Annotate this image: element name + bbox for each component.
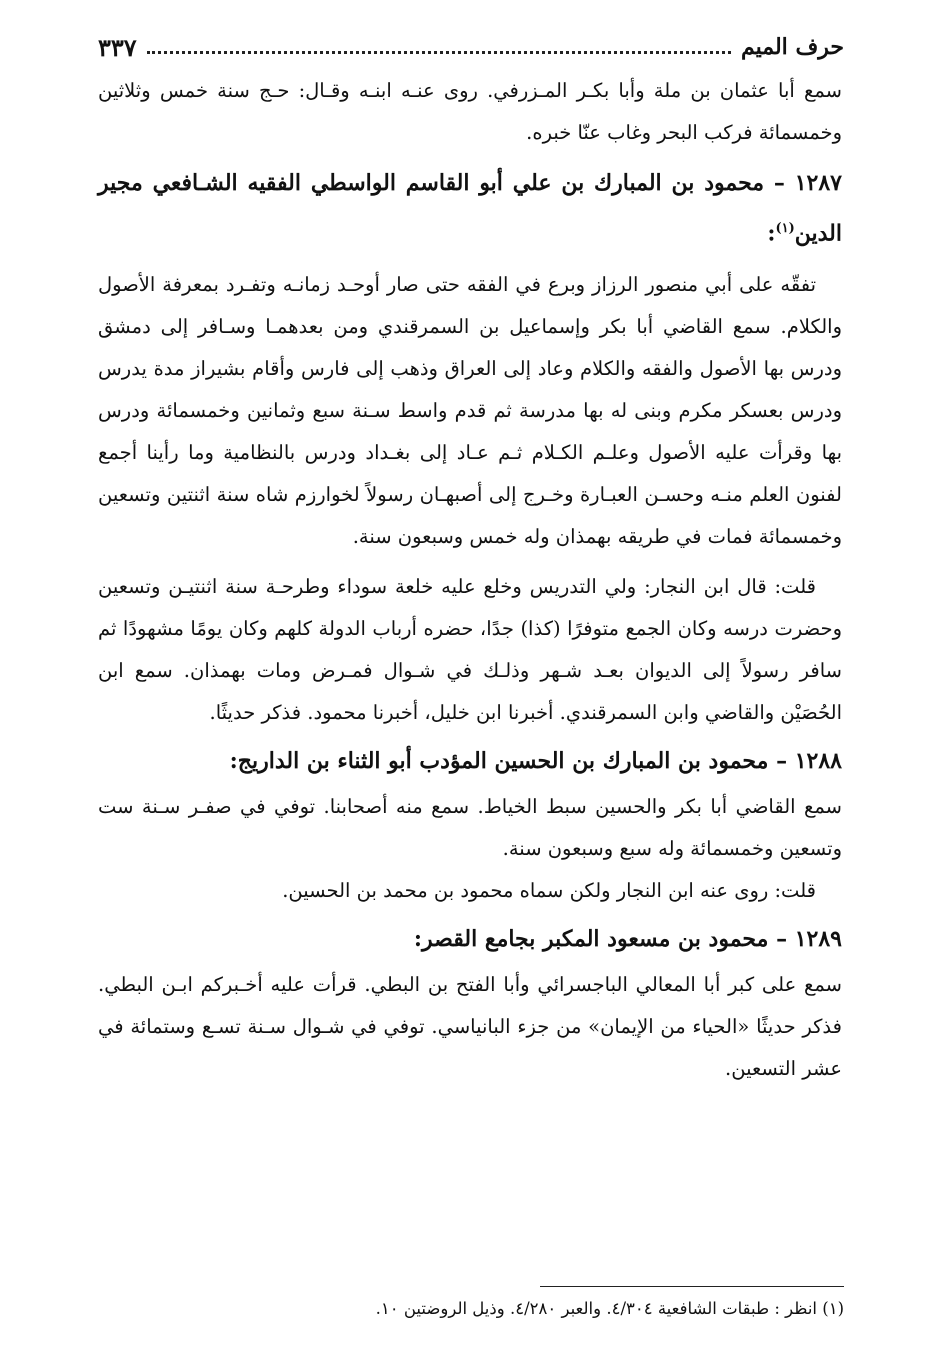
leader-dots <box>147 51 731 54</box>
spacer <box>98 256 842 264</box>
entry-colon: : <box>767 220 776 247</box>
entry-heading-1288: ١٢٨٨ – محمود بن المبارك بن الحسين المؤدب أبو الثناء بن الداريج: <box>229 748 842 775</box>
running-header <box>98 30 844 64</box>
paragraph-1287-bio: تفقّه على أبي منصور الرزاز وبرع في الفقه حتى صار أوحـد زمانـه وتفـرد بمعرفة الأصول والكلام. سمع القاضي أبا بكر وإسماعيل بن السمرقندي ومن بعدهمـا وسـافر إلى دمشق ودرس بها الأصول والفقه والكلام وعاد إلى العراق وذهب إلى فارس وأقام بشيراز مدة يدرس ودرس بعسكر مكرم وبنى له بها مدرسة ثم قدم واسط سـنة سبع وثمانين وخمسمائة ودرس بها وقرأت عليه الأصول وعلـم الكـلام ثـم عـاد إلى بغـداد ودرس بالنظامية وما رأينا أجمع لفنون العلم منـه وحسـن العبـارة وخـرج إلى أصبهـان رسولاً لخوارزم شاه سنة اثنتين وتسعين وخمسمائة فمات في طريقه بهمذان وله خمس وسبعون سنة. <box>98 273 842 549</box>
footnote-marker[interactable]: (١) <box>775 221 795 236</box>
entry-heading-1287 <box>98 160 842 256</box>
footnote: (١) انظر : طبقات الشافعية ٤/٣٠٤. والعبر ٤/٢٨٠. وذيل الروضتين ١٠. <box>375 1299 844 1318</box>
entry-heading-1289: ١٢٨٩ – محمود بن مسعود المكبر بجامع القصر: <box>413 926 842 953</box>
page-body <box>98 70 842 1090</box>
paragraph-1288-bio: سمع القاضي أبا بكر والحسين سبط الخياط. سمع منه أصحابنا. توفي في صفـر سـنة ست وتسعين وخمسمائة وله سبع وسبعون سنة. <box>98 795 842 861</box>
paragraph-1287-note: قلت: قال ابن النجار: ولي التدريس وخلع عليه خلعة سوداء وطرحـة سنة اثنتيـن وتسعين وحضرت درسه وكان الجمع متوفرًا (كذا) جدًا، حضره أرباب الدولة كلهم وكان يومًا مشهودًا ثم سافر رسولاً إلى الديوان بعـد شـهر وذلـك في شـوال فمـرض ومات بهمذان. سمع ابن الحُصَيْن والقاضي وابن السمرقندي. أخبرنا ابن خليل، أخبرنا محمود. فذكر حديثًا. <box>98 575 842 725</box>
page-number: ٣٣٧ <box>98 32 137 62</box>
spacer <box>98 558 842 566</box>
chapter-title: حرف الميم <box>740 34 844 60</box>
footnote-separator <box>540 1286 844 1287</box>
paragraph-continuation: سمع أبا عثمان بن ملة وأبا بكـر المـزرفي. روى عنـه ابنـه وقـال: حـج سنة خمس وثلاثين وخمسمائة فركب البحر وغاب عنّا خبره. <box>98 79 842 144</box>
paragraph-1288-note: قلت: روى عنه ابن النجار ولكن سماه محمود بن محمد بن الحسين. <box>282 879 816 903</box>
entry-title-1287: ١٢٨٧ – محمود بن المبارك بن علي أبو القاسم الواسطي الفقيه الشـافعي مجير الدين <box>98 170 842 247</box>
paragraph-1289-bio: سمع على كبر أبا المعالي الباجسرائي وأبا الفتح بن البطي. قرأت عليه أخـبركم ابـن البطي. فذكر حديثًا «الحياء من الإيمان» من جزء البانياسي. توفي في شـوال سـنة تسـع وستمائة في عشر التسعين. <box>98 973 842 1081</box>
